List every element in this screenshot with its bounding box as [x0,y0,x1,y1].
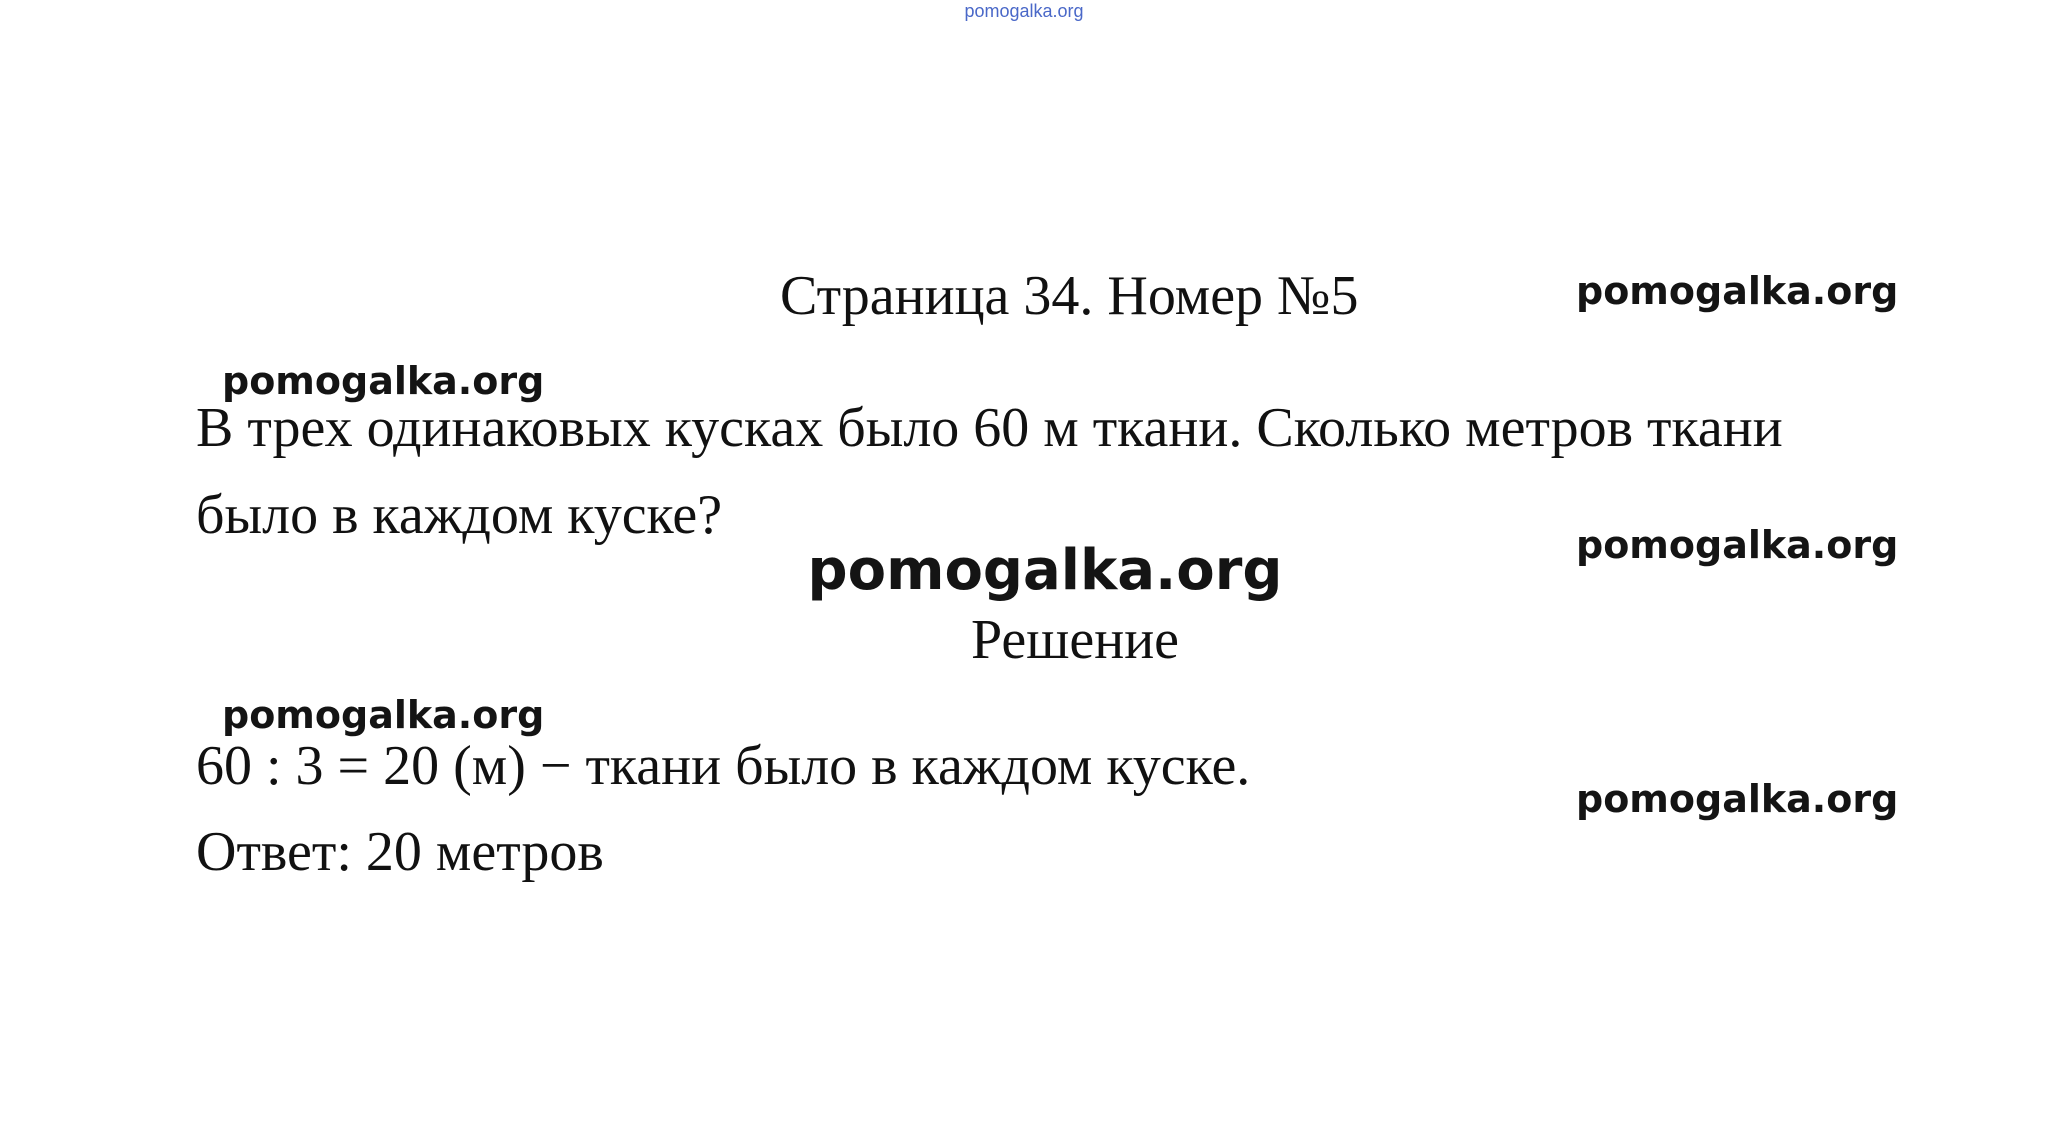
solution-text-line: 60 : 3 = 20 (м) − ткани было в каждом куске. [196,735,1251,797]
watermark-large-text: pomogalka.org [807,538,1283,603]
problem-text-line: В трех одинаковых кусках было 60 м ткани. Сколько метров ткани [196,397,1783,459]
answer-text: Ответ: 20 метров [196,821,604,883]
watermark-large [0,538,2058,603]
watermark: pomogalka.org [222,693,545,737]
problem-text-line: было в каждом куске? [196,484,723,546]
solution-heading-text: Решение [970,609,1180,671]
top-watermark-text: pomogalka.org [964,1,1084,21]
watermark: pomogalka.org [1576,777,1899,821]
watermark: pomogalka.org [1576,269,1899,313]
solution-heading [0,609,2058,671]
watermark: pomogalka.org [222,359,545,403]
page-title: Страница 34. Номер №5 [780,265,1359,327]
top-watermark [0,0,2058,20]
watermark: pomogalka.org [1576,523,1899,567]
